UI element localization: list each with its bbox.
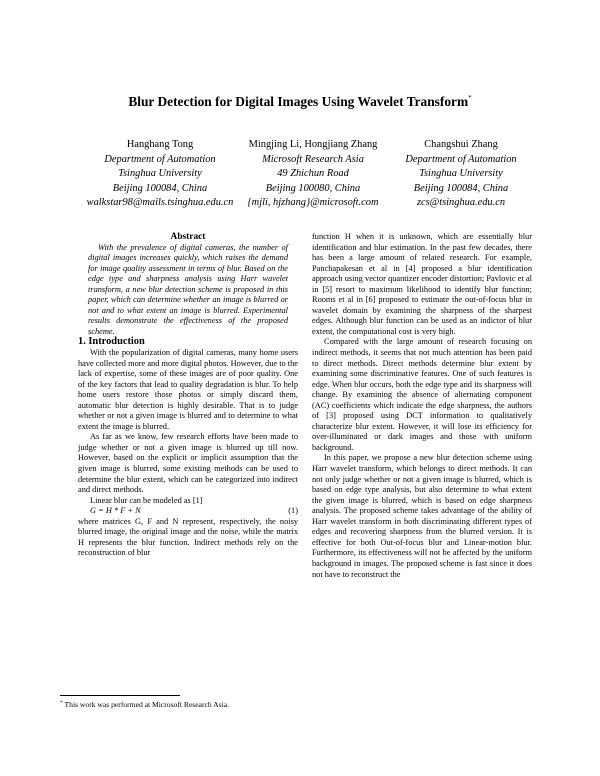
- intro-paragraph: As far as we know, few research efforts have been made to judge whether or not a given image is blurred up till now. However, based on the explicit or implicit assumption that the given image is blurred, some existing methods can be used to determine the blur extent, which can be categorized into indirect and direct methods.: [78, 432, 298, 495]
- author-org: 49 Zhichun Road: [277, 168, 349, 180]
- author-org: Tsinghua University: [419, 168, 503, 180]
- author-email: walkstar98@mails.tsinghua.edu.cn: [86, 197, 234, 209]
- equation-number: (1): [288, 506, 298, 516]
- author-dept: Microsoft Research Asia: [262, 153, 364, 165]
- paper-title: [0, 94, 600, 110]
- body-paragraph: function H when it is unknown, which are essentially blur identification and blur estimation. In the past few decades, there has been a large amount of related research. For example, Panchapakesan et al in [4] proposed a blur identification approach using vector quantizer encoder distortion; Pavlovic et al in [5] resort to maximum likelihood to identify blur function; Rooms et al in [6] proposed to estimate the out-of-focus blur in wavelet domain by examining the sharpness of the sharpest edges. Although blur function can be used as an indictor of blur extent, the computational cost is very high.: [312, 232, 532, 336]
- author-name: Hanghang Tong: [126, 139, 194, 150]
- intro-paragraph: Linear blur can be modeled as [1]: [90, 495, 203, 505]
- author-block-3: [396, 138, 526, 211]
- footnote: [60, 700, 229, 709]
- author-address: Beijing 100084, China: [413, 182, 509, 194]
- body-paragraph: Compared with the large amount of research focusing on indirect methods, it seems that not much attention has been paid to direct methods. Direct methods determine blur extent by examining some discriminative features. One of such features is edge. When blur occurs, both the edge type and its sharpness will change. By examining the absence of alternating component (AC) coefficients which indicate the edge sharpness, the authors of [3] proposed using DCT information to qualitatively characterize blur extent. However, it will lose its efficiency for over-illuminated or dark images and those with uniform background.: [312, 337, 532, 452]
- section-heading: 1. Introduction: [78, 336, 145, 348]
- left-column: [78, 232, 298, 559]
- paper-title-text: Blur Detection for Digital Images Using Wavelet Transform: [128, 94, 469, 109]
- footnote-rule: [60, 695, 180, 696]
- abstract-text: With the prevalence of digital cameras, the number of digital images increases quickly, which raises the demand for image quality assessment in terms of blur. Based on the edge type and sharpness analysis using Harr wavelet transform, a new blur detection scheme is proposed in this paper, which can determine whether an image is blurred or not and to what extent an image is blurred. Experimental results demonstrate the effectiveness of the proposed scheme.: [88, 242, 288, 336]
- author-address: Beijing 100080, China: [265, 182, 361, 194]
- author-dept: Department of Automation: [104, 153, 216, 165]
- author-block-2: [233, 138, 393, 211]
- abstract-heading: Abstract: [170, 232, 206, 242]
- author-name: Mingjing Li, Hongjiang Zhang: [248, 139, 378, 150]
- author-org: Tsinghua University: [118, 168, 202, 180]
- author-email: {mjli, hjzhang}@microsoft.com: [247, 197, 379, 209]
- footnote-marker: *: [60, 700, 63, 706]
- author-name: Changshui Zhang: [424, 139, 498, 150]
- body-paragraph: In this paper, we propose a new blur detection scheme using Harr wavelet transform, which belongs to direct methods. It can not only judge whether or not a given image is blurred, which is based on edge type analysis, but also determine to what extent the given image is blurred, which is based on edge sharpness analysis. The proposed scheme takes advantage of the ability of Harr wavelet transform in both discriminating different types of edges and recovering sharpness from the blurred version. It is effective for both Out-of-focus blur and Linear-motion blur. Furthermore, its effectiveness will not be affected by the uniform background in images. The proposed scheme is fast since it does not have to reconstruct the: [312, 453, 532, 579]
- author-email: zcs@tsinghua.edu.cn: [416, 197, 506, 209]
- footnote-text: This work was performed at Microsoft Research Asia.: [64, 700, 230, 709]
- equation: [78, 506, 298, 517]
- author-block-1: [80, 138, 240, 211]
- intro-paragraph: where matrices G, F and N represent, respectively, the noisy blurred image, the original image and the noise, while the matrix H represents the blur function. Indirect methods rely on the reconstruction of blur: [78, 516, 298, 558]
- equation-text: G = H * F + N: [90, 506, 141, 516]
- title-footnote-marker: *: [468, 94, 472, 102]
- author-dept: Department of Automation: [405, 153, 517, 165]
- author-address: Beijing 100084, China: [112, 182, 208, 194]
- intro-paragraph: With the popularization of digital cameras, many home users have collected more and more digital photos. However, due to the lack of expertise, some of these images are of poor quality. One of the key factors that lead to quality degradation is blur. To help home users restore those photos or simply discard them, automatic blur detection is highly desirable. That is to judge whether or not a given image is blurred and to determine to what extent the image is blurred.: [78, 348, 298, 431]
- right-column: [312, 232, 532, 580]
